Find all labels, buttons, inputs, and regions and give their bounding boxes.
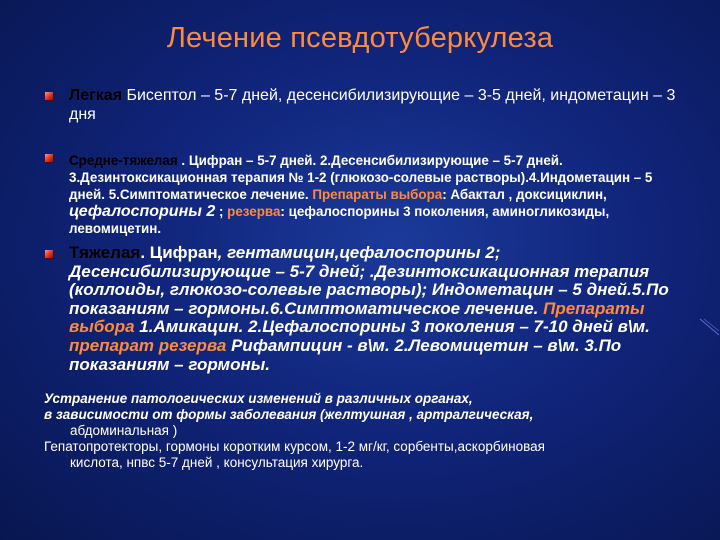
text-severe-3: 1.Амикацин. 2.Цефалоспорины 3 поколения – 7-10 дней в\м. — [134, 317, 650, 337]
text-severe-2: , гентамицин,цефалоспорины 2; Десенсибилизирующие – 5-7 дней; .Дезинтоксикационная терапия (коллоиды, глюкозо-солевые растворы); Индометацин – 5 дней.5.По показаниям – гормоны.6.Симптоматическое лечение. — [69, 243, 669, 318]
slide-title: Лечение псевдотуберкулеза — [166, 22, 554, 54]
label-reserve-severe: препарат резерва — [69, 335, 227, 355]
organ-line-1: Устранение патологических изменений в различных органах, — [44, 391, 473, 406]
text-mild: Бисептол – 5-7 дней, десенсибилизирующие – 3-5 дней, индометацин – 3 дня — [69, 87, 676, 123]
label-severe: Тяжелая — [69, 243, 141, 262]
corner-decoration-icon — [698, 318, 720, 336]
organ-line-3: абдоминальная ) — [70, 423, 178, 438]
bullet-icon — [45, 154, 53, 162]
label-preferred-severe: Препараты выбора — [69, 298, 645, 337]
text-moderate-4: ; — [215, 204, 228, 219]
label-mild: Легкая — [69, 87, 123, 104]
text-moderate-3: цефалоспорины 2 — [69, 203, 216, 220]
paragraph-severe — [69, 244, 679, 374]
label-reserve-moderate: резерва — [227, 204, 281, 219]
text-moderate-1: . Цифран – 5-7 дней. 2.Десенсибилизирующие – 5-7 дней. 3.Дезинтоксикационная терапия № 1-2 (глюкозо-солевые растворы).4.Индометацин – 5 дней. 5.Симптоматическое лечение. — [69, 153, 653, 202]
text-severe-1: Цифран — [149, 243, 218, 262]
bullet-icon — [45, 250, 53, 258]
text-moderate-5: : цефалоспорины 3 поколения, аминогликозиды, левомицетин. — [69, 204, 610, 236]
paragraph-moderate — [69, 152, 679, 237]
paragraph-organ-treatment — [44, 391, 684, 471]
text-moderate-2: : Абактал , доксициклин, — [442, 187, 607, 202]
bullet-icon — [45, 92, 53, 100]
organ-line-5: кислота, нпвс 5-7 дней , консультация хирурга. — [70, 455, 364, 470]
organ-line-2: в зависимости от формы заболевания (желтушная , артралгическая, — [44, 407, 534, 422]
paragraph-mild — [69, 86, 679, 124]
text-severe-dot: . — [140, 243, 150, 262]
text-severe-4: Рифампицин - в\м. 2.Левомицетин – в\м. 3.По показаниям – гормоны. — [69, 335, 622, 374]
label-preferred-moderate: Препараты выбора — [312, 187, 443, 202]
label-moderate: Средне-тяжелая — [69, 153, 178, 168]
organ-line-4: Гепатопротекторы, гормоны коротким курсом, 1-2 мг/кг, сорбенты,аскорбиновая — [44, 439, 545, 454]
